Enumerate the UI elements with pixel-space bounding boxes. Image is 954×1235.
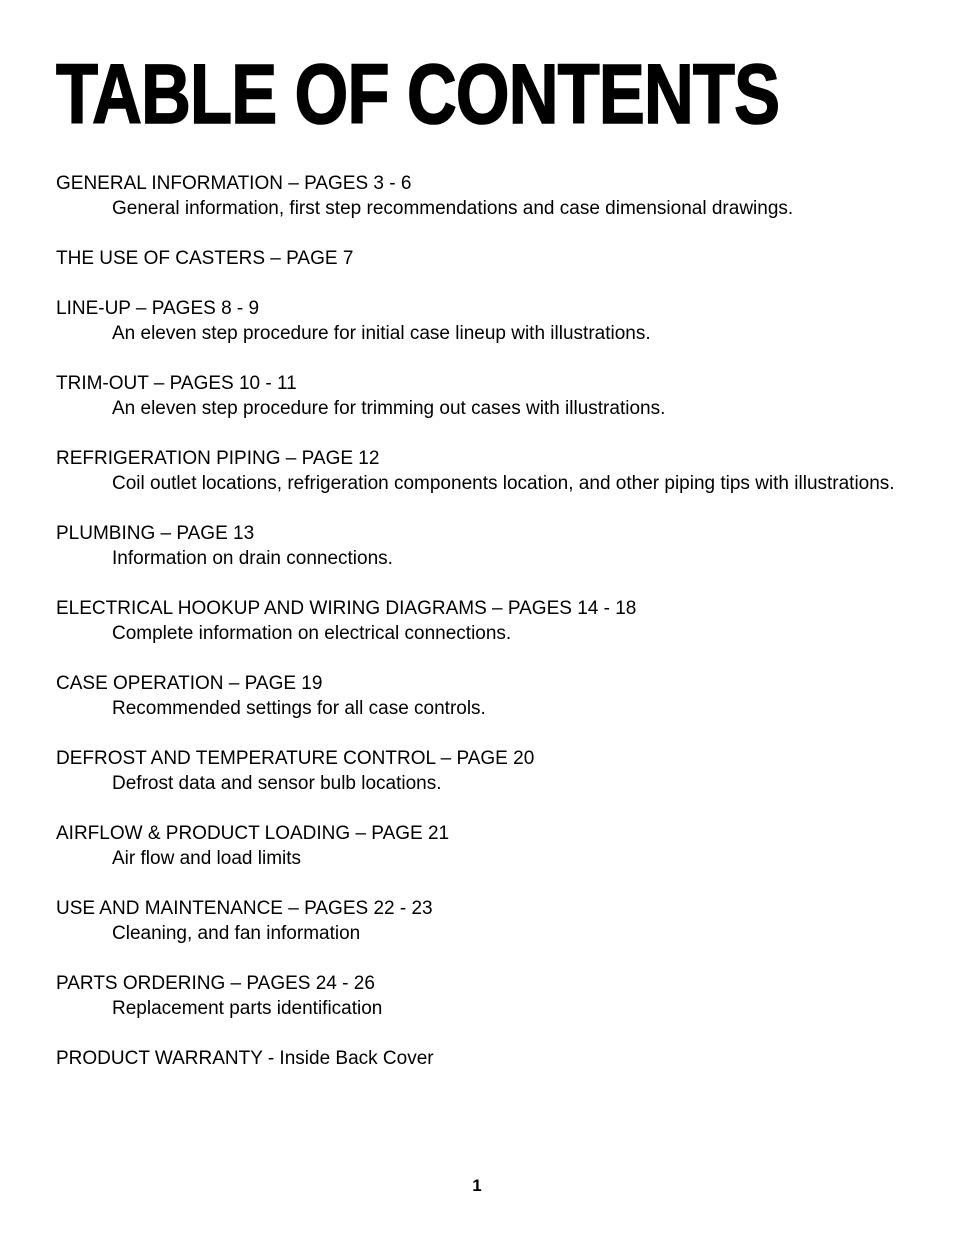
toc-entry-trim-out [56, 371, 906, 421]
toc-heading: PLUMBING – PAGE 13 [56, 523, 255, 544]
page-number: 1 [472, 1176, 482, 1195]
page-title: TABLE OF CONTENTS [56, 47, 780, 141]
toc-entry-use-and-maintenance [56, 896, 906, 946]
toc-list [56, 171, 906, 1096]
toc-description: Coil outlet locations, refrigeration components location, and other piping tips with illustrations. [112, 473, 895, 494]
toc-heading: CASE OPERATION – PAGE 19 [56, 673, 323, 694]
toc-entry-case-operation [56, 671, 906, 721]
toc-description: An eleven step procedure for initial case lineup with illustrations. [112, 323, 651, 344]
toc-heading: AIRFLOW & PRODUCT LOADING – PAGE 21 [56, 823, 450, 844]
toc-heading: PARTS ORDERING – PAGES 24 - 26 [56, 973, 375, 994]
toc-entry-airflow [56, 821, 906, 871]
toc-heading: DEFROST AND TEMPERATURE CONTROL – PAGE 20 [56, 748, 535, 769]
toc-heading: USE AND MAINTENANCE – PAGES 22 - 23 [56, 898, 433, 919]
toc-heading: THE USE OF CASTERS – PAGE 7 [56, 248, 354, 269]
toc-description: Defrost data and sensor bulb locations. [112, 773, 442, 794]
toc-description: Replacement parts identification [112, 998, 383, 1019]
toc-heading: PRODUCT WARRANTY - Inside Back Cover [56, 1048, 434, 1069]
toc-entry-refrigeration-piping [56, 446, 906, 496]
toc-entry-general-information [56, 171, 906, 221]
toc-description: An eleven step procedure for trimming out cases with illustrations. [112, 398, 666, 419]
toc-heading: TRIM-OUT – PAGES 10 - 11 [56, 373, 297, 394]
toc-description: Complete information on electrical connections. [112, 623, 512, 644]
toc-heading: GENERAL INFORMATION – PAGES 3 - 6 [56, 173, 412, 194]
toc-entry-electrical [56, 596, 906, 646]
toc-description: General information, first step recommendations and case dimensional drawings. [112, 198, 794, 219]
toc-heading: ELECTRICAL HOOKUP AND WIRING DIAGRAMS – PAGES 14 - 18 [56, 598, 637, 619]
toc-description: Recommended settings for all case controls. [112, 698, 486, 719]
toc-entry-defrost [56, 746, 906, 796]
toc-description: Air flow and load limits [112, 848, 302, 869]
toc-description: Cleaning, and fan information [112, 923, 361, 944]
toc-heading: REFRIGERATION PIPING – PAGE 12 [56, 448, 380, 469]
toc-entry-plumbing [56, 521, 906, 571]
toc-entry-casters [56, 246, 906, 271]
toc-entry-line-up [56, 296, 906, 346]
toc-heading: LINE-UP – PAGES 8 - 9 [56, 298, 260, 319]
toc-description: Information on drain connections. [112, 548, 393, 569]
toc-entry-parts-ordering [56, 971, 906, 1021]
toc-entry-product-warranty [56, 1046, 906, 1071]
